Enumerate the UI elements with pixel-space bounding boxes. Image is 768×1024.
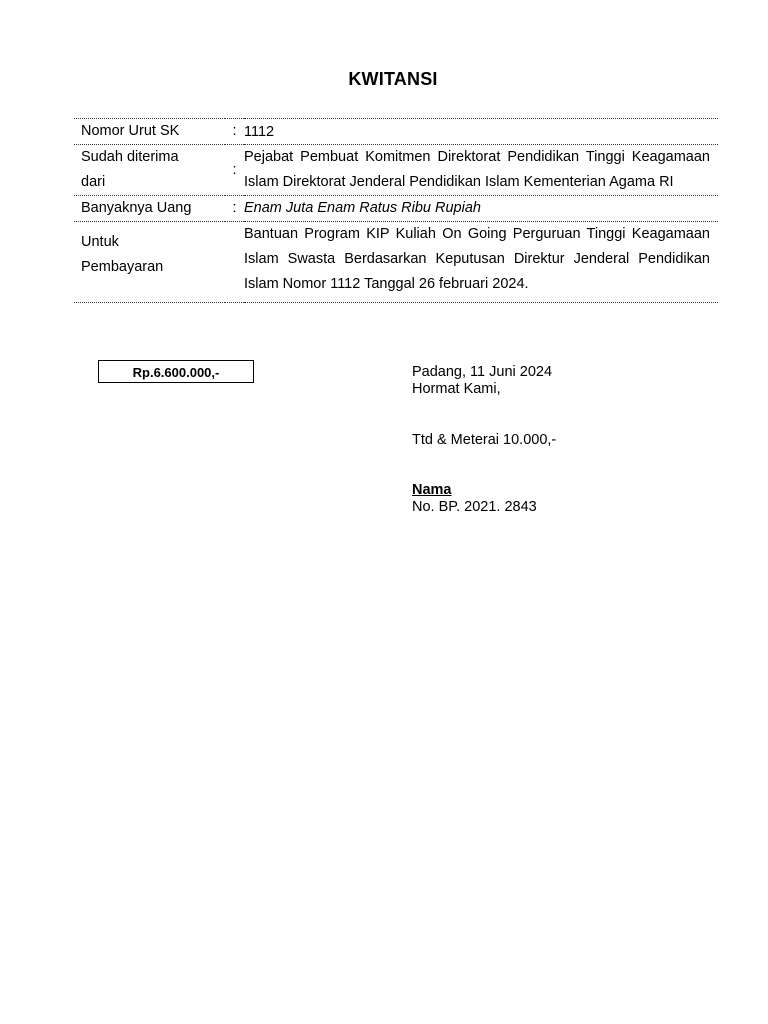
row-label-nomor-urut-sk: Nomor Urut SK — [81, 123, 180, 139]
row-value-nomor-urut-sk: 1112 — [244, 123, 275, 140]
row-value-untuk-pembayaran: Bantuan Program KIP Kuliah On Going Perguruan Tinggi Keagamaan Islam Swasta Berdasarkan Keputusan Direktur Jenderal Pendidikan Islam Nomor 1112 Tanggal 26 februari 2024. — [244, 226, 710, 292]
greeting: Hormat Kami, — [412, 381, 501, 397]
row-colon: : — [232, 161, 237, 178]
signer-id-number: No. BP. 2021. 2843 — [412, 499, 537, 515]
table-row — [74, 145, 718, 196]
table-row — [74, 222, 718, 303]
row-colon: : — [232, 123, 237, 139]
row-label-untuk-pembayaran: Untuk Pembayaran — [81, 234, 164, 275]
amount-box: Rp.6.600.000,- — [98, 360, 254, 383]
row-value-banyaknya-uang: Enam Juta Enam Ratus Ribu Rupiah — [244, 200, 481, 216]
row-colon: : — [232, 200, 237, 216]
stamp-note: Ttd & Meterai 10.000,- — [412, 432, 557, 448]
table-row — [74, 119, 718, 145]
document-title: KWITANSI — [348, 69, 438, 89]
row-value-sudah-diterima-dari: Pejabat Pembuat Komitmen Direktorat Pendidikan Tinggi Keagamaan Islam Direktorat Jenderal Pendidikan Islam Kementerian Agama RI — [244, 149, 710, 190]
table-row — [74, 196, 718, 222]
receipt-table — [74, 118, 718, 303]
row-label-banyaknya-uang: Banyaknya Uang — [81, 200, 192, 216]
row-label-sudah-diterima-dari: Sudah diterima dari — [81, 149, 179, 190]
place-date: Padang, 11 Juni 2024 — [412, 364, 553, 380]
signer-name: Nama — [412, 482, 452, 498]
row-colon — [225, 222, 244, 303]
